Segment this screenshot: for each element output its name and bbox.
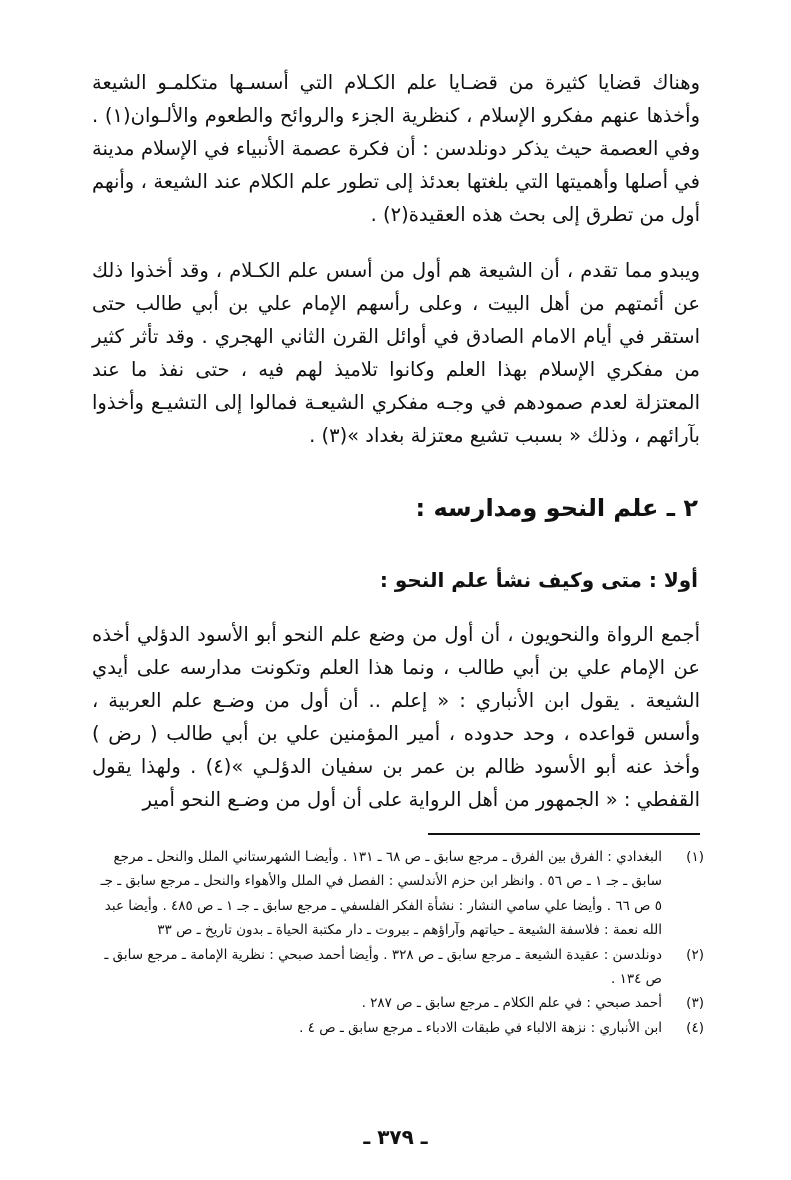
section-heading: ٢ ـ علم النحو ومدارسه : bbox=[415, 494, 698, 522]
footnote bbox=[92, 991, 704, 1015]
footnote-text: أحمد صبحي : في علم الكلام ـ مرجع سابق ـ ص ٢٨٧ . bbox=[361, 995, 662, 1012]
footnote-text: دونلدسن : عقيدة الشيعة ـ مرجع سابق ـ ص ٣٢٨ . وأيضا أحمد صبحي : نظرية الإمامة ـ مرجع سابق ـ ص ١٣٤ . bbox=[104, 946, 662, 988]
footnote-number: (١) bbox=[686, 849, 704, 865]
footnote-divider bbox=[428, 833, 700, 835]
footnotes-list bbox=[92, 845, 704, 1040]
body-paragraph: ويبدو مما تقدم ، أن الشيعة هم أول من أسس علم الكـلام ، وقد أخذوا ذلك عن أئمتهم من أهل البيت ، وعلى رأسهم الإمام علي بن أبي طالب حتى استقر في أيام الامام الصادق في أوائل القرن الثاني الهجري . وقد تأثر كثير من مفكري الإسلام بهذا العلم وكانوا تلاميذ لهم فيه ، حتى نفذ ما عند المعتزلة لعدم صمودهم في وجـه مفكري الشيعـة فمالوا إلى التشيـع وأخذوا بآرائهم ، وذلك « بسبب تشيع معتزلة بغداد »(٣) . bbox=[92, 259, 700, 447]
page-number: ـ ٣٧٩ ـ bbox=[363, 1125, 428, 1149]
body-paragraph: وهناك قضايا كثيرة من قضـايا علم الكـلام التي أسسـها متكلمـو الشيعة وأخذها عنهم مفكرو الإسلام ، كنظرية الجزء والروائح والطعوم والألـوان(١) . وفي العصمة حيث يذكر دونلدسن : أن فكرة عصمة الأنبياء في الإسلام مدينة في أصلها وأهميتها التي بلغتها بعدئذ إلى تطور علم الكلام عند الشيعة ، وأنهم أول من تطرق إلى بحث هذه العقيدة(٢) . bbox=[92, 71, 700, 226]
body-paragraph: أجمع الرواة والنحويون ، أن أول من وضع علم النحو أبو الأسود الدؤلي أخذه عن الإمام علي بن أبي طالب ، ونما هذا العلم وتكونت مدارسه على أيدي الشيعة . يقول ابن الأنباري : « إعلم .. أن أول من وضـع علم العربية ، وأسس قواعده ، وحد حدوده ، أمير المؤمنين علي بن أبي طالب ( رض ) وأخذ عنه أبو الأسود ظالم بن عمر بن سفيان الدؤلـي »(٤) . ولهذا يقول القفطي : « الجمهور من أهل الرواية على أن أول من وضـع النحو أمير bbox=[92, 623, 700, 811]
footnote-number: (٣) bbox=[686, 995, 704, 1012]
footnote bbox=[92, 1016, 704, 1040]
footnote bbox=[92, 943, 704, 992]
footnote-number: (٤) bbox=[686, 1019, 704, 1036]
footnote-number: (٢) bbox=[686, 946, 704, 963]
footnote bbox=[92, 845, 704, 943]
footnote-text: البغدادي : الفرق بين الفرق ـ مرجع سابق ـ ص ٦٨ ـ ١٣١ . وأيضـا الشهرستاني الملل والنحل ـ مرجع سابق ـ جـ ١ ـ ص ٥٦ . وانظر ابن حزم الأندلسي : الفصل في الملل والأهواء والنحل ـ مرجع سابق ـ جـ ٥ ص ٦٦ . وأيضا علي سامي النشار : نشأة الفكر الفلسفي ـ مرجع سابق ـ جـ ١ ـ ص ٤٨٥ . وأيضا عبد الله نعمة : فلاسفة الشيعة ـ حياتهم وآراؤهم ـ بيروت ـ دار مكتبة الحياة ـ بدون تاريخ ـ ص ٣٣ bbox=[100, 849, 662, 939]
subsection-heading: أولا : متى وكيف نشأ علم النحو : bbox=[379, 568, 698, 592]
footnote-text: ابن الأنباري : نزهة الالباء في طبقات الادباء ـ مرجع سابق ـ ص ٤ . bbox=[299, 1019, 662, 1036]
